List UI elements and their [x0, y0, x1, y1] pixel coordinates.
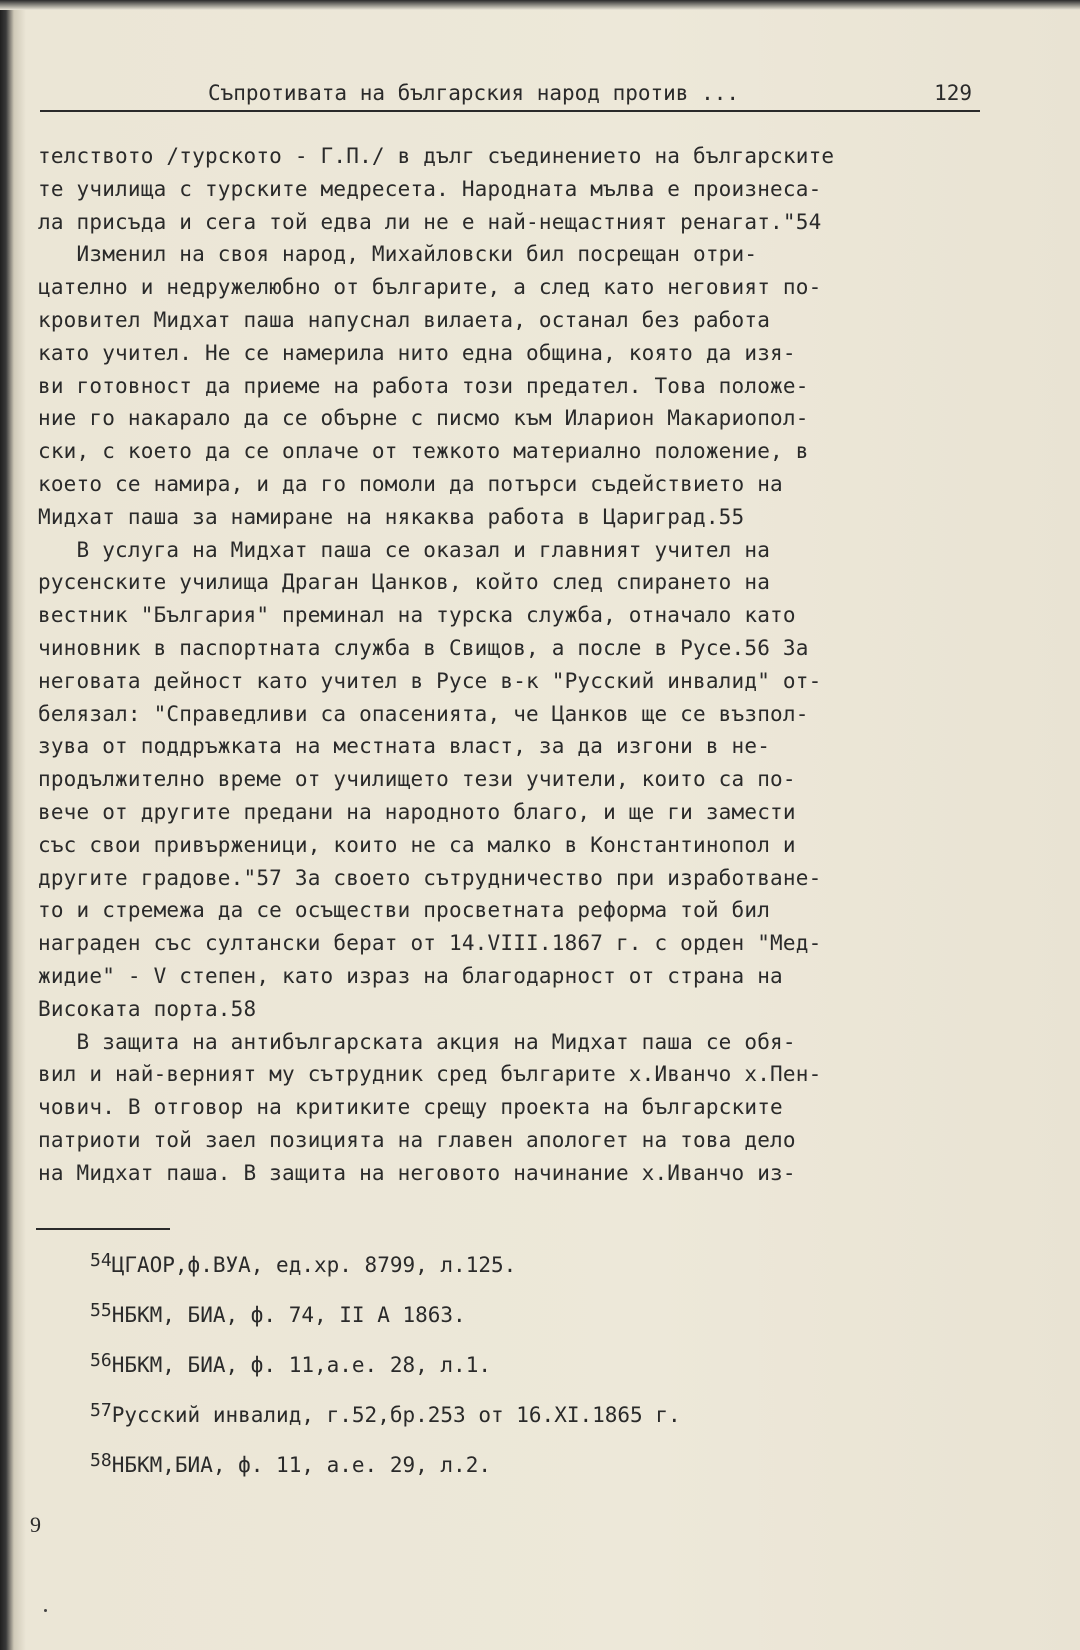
footnote-text: НБКМ,БИА, ф. 11, а.е. 29, л.2.: [111, 1453, 491, 1477]
footnote: [90, 1290, 890, 1340]
footnote-number: 55: [90, 1300, 112, 1321]
footnote: [90, 1440, 890, 1490]
body-line: ла присъда и сега той едва ли не е най-нещастният ренагат."54: [38, 209, 822, 234]
footnote-separator: [36, 1228, 170, 1230]
body-line: патриоти той заел позицията на главен апологет на това дело: [38, 1127, 796, 1152]
body-line: цателно и недружелюбно от българите, а след като неговият по-: [38, 275, 822, 300]
running-header: [40, 78, 980, 112]
body-line: Високата порта.58: [38, 996, 257, 1021]
footnote-number: 56: [90, 1350, 112, 1371]
footnote-number: 57: [90, 1400, 112, 1421]
body-line: неговата дейност като учител в Русе в-к "Русский инвалид" от-: [38, 668, 822, 693]
body-line: жидие" - V степен, като израз на благодарност от страна на: [38, 963, 783, 988]
body-text: [38, 140, 984, 1190]
scan-speck: [44, 1609, 47, 1612]
body-line: като учител. Не се намерила нито една община, която да изя-: [38, 340, 796, 365]
sheet-signature: 9: [30, 1512, 41, 1537]
body-line: на Мидхат паша. В защита на неговото начинание х.Иванчо из-: [38, 1160, 796, 1185]
footnotes: [90, 1240, 890, 1490]
body-line: ние го накарало да се обърне с писмо към Иларион Макариопол-: [38, 406, 809, 431]
body-line: белязал: "Справедливи са опасенията, че Цанков ще се възпол-: [38, 701, 809, 726]
footnote-text: ЦГАОР,ф.ВУА, ед.хр. 8799, л.125.: [111, 1253, 517, 1277]
body-line: със свои привърженици, които не са малко в Константинопол и: [38, 832, 796, 857]
body-line: другите градове."57 За своето сътрудничество при изработване-: [38, 865, 822, 890]
footnote: [90, 1340, 890, 1390]
body-line: те училища с турските медресета. Народната мълва е произнеса-: [38, 176, 822, 201]
body-line: Мидхат паша за намиране на някаква работа в Цариград.55: [38, 504, 745, 529]
running-title: Съпротивата на българския народ против ...: [208, 81, 740, 105]
body-line: вестник "България" преминал на турска служба, отначало като: [38, 603, 796, 628]
body-line: В услуга на Мидхат паша се оказал и главният учител на: [38, 537, 771, 562]
footnote-number: 58: [90, 1450, 112, 1471]
body-line: награден със султански берат от 14.VIII.1867 г. с орден "Мед-: [38, 931, 822, 956]
body-line: Изменил на своя народ, Михайловски бил посрещан отри-: [38, 242, 758, 267]
body-line: то и стремежа да се осъществи просветната реформа той бил: [38, 898, 771, 923]
body-line: кровител Мидхат паша напуснал вилаета, останал без работа: [38, 307, 771, 332]
body-line: зува от поддръжката на местната власт, за да изгони в не-: [38, 734, 771, 759]
body-line: ви готовност да приеме на работа този предател. Това положе-: [38, 373, 809, 398]
scan-edge: [0, 0, 1080, 10]
footnote-text: Русский инвалид, г.52,бр.253 от 16.XI.1865 г.: [111, 1403, 681, 1427]
body-line: вече от другите предани на народното благо, и ще ги замести: [38, 799, 796, 824]
body-line: чиновник в паспортната служба в Свищов, а после в Русе.56 За: [38, 635, 809, 660]
body-line: вил и най-верният му сътрудник сред българите х.Иванчо х.Пен-: [38, 1062, 822, 1087]
body-line: което се намира, и да го помоли да потърси съдействието на: [38, 471, 783, 496]
page-number: 129: [934, 81, 972, 105]
body-line: В защита на антибългарската акция на Мидхат паша се обя-: [38, 1029, 796, 1054]
body-line: продължително време от училището тези учители, които са по-: [38, 767, 796, 792]
footnote-text: НБКМ, БИА, ф. 74, II А 1863.: [111, 1303, 466, 1327]
footnote: [90, 1240, 890, 1290]
footnote: [90, 1390, 890, 1440]
footnote-number: 54: [90, 1250, 112, 1271]
body-line: русенските училища Драган Цанков, който след спирането на: [38, 570, 771, 595]
body-line: телството /турското - Г.П./ в дълг съединението на българските: [38, 144, 835, 168]
body-line: ски, с което да се оплаче от тежкото материално положение, в: [38, 439, 809, 464]
footnote-text: НБКМ, БИА, ф. 11,а.е. 28, л.1.: [111, 1353, 491, 1377]
body-line: чович. В отговор на критиките срещу проекта на българските: [38, 1095, 783, 1120]
